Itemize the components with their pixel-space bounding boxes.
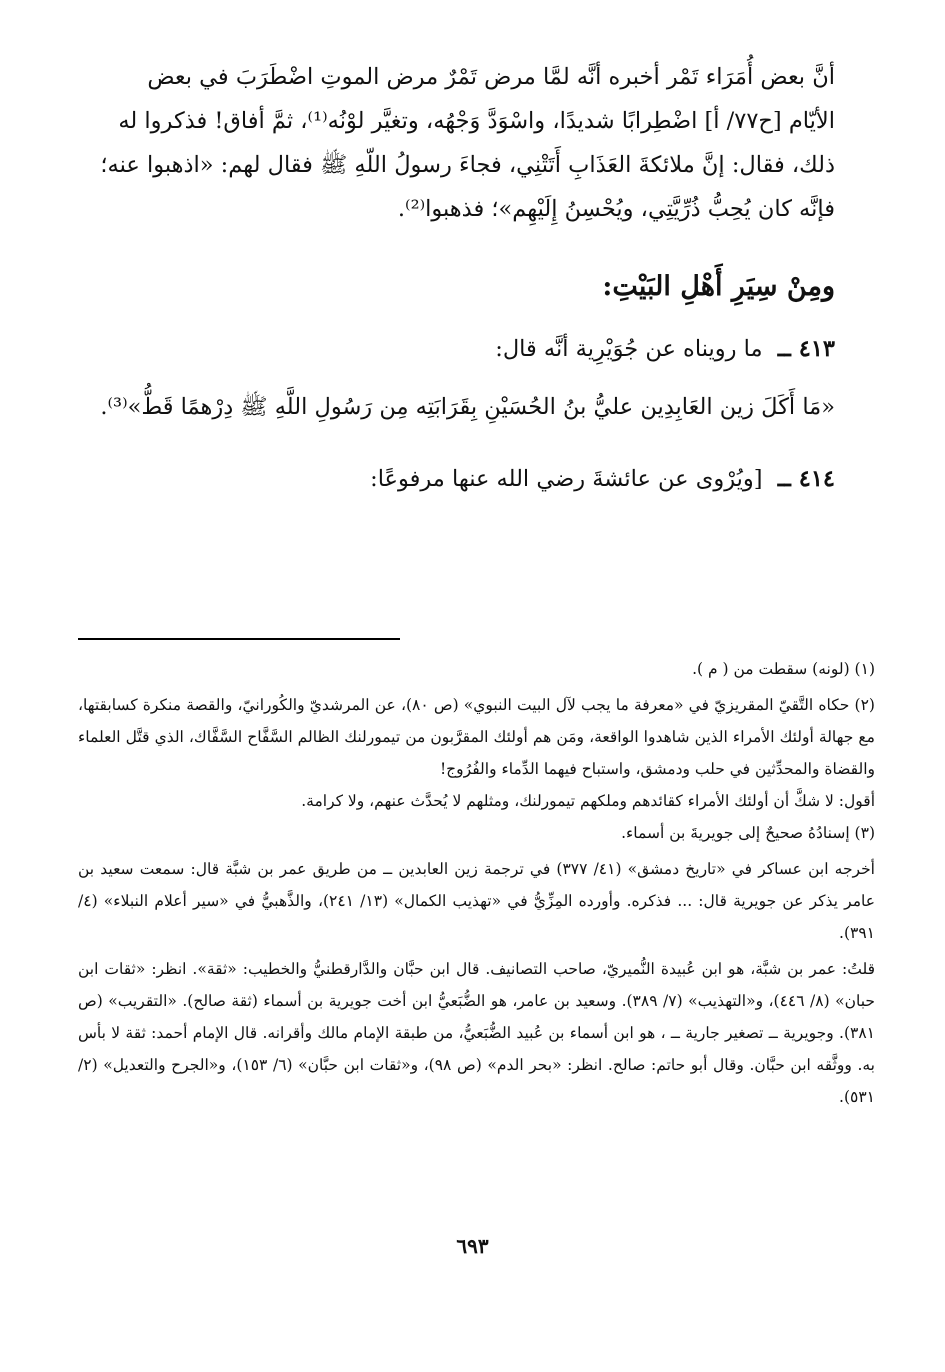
hadith-quote: «مَا أَكَلَ زين العَابِدِين عليُّ بنُ الحُسَيْنِ بِقَرَابَتِه مِن رَسُولِ اللَّهِ ﷺ دِرْهمًا قَطُّ»⁽³⁾.: [100, 394, 835, 420]
entry-number: ٤١٤ ــ: [777, 466, 835, 492]
footnote-3-takhrij: أخرجه ابن عساكر في «تاريخ دمشق» (٤١/ ٣٧٧) في ترجمة زين العابدين ــ من طريق عمر بن شبَّة قال: سمعت سعيد بن عامر يذكر عن جويرية قال: ... فذكره. وأورده المِزِّيُّ في «تهذيب الكمال» (١٣/ ٢٤١)، والذَّهبيُّ في «سير أعلام النبلاء» (٤/ ٣٩١).: [78, 860, 875, 942]
paragraph-line: ذلك، فقال: إنَّ ملائكةَ العَذَابِ أَتَتْنِي، فجاءَ رسولُ اللّهِ ﷺ فقال لهم: «اذهبوا عنه؛: [100, 152, 835, 178]
footnote-3: (٣) إسنادُهُ صحيحٌ إلى جويريةَ بن أسماء.: [621, 824, 875, 842]
footnote-2: (٢) حكاه التَّقيّ المقريزيّ في «معرفة ما يجب لآل البيت النبوي» (ص ٨٠)، عن المرشديّ والكُورانيّ، والقصة منكرة كسابقتها، مع جهالة أولئك الأمراء الذين شاهدوا الواقعة، ومَن هم أولئك المقرَّبون من تيمورلنك الظالم السَّفَّاح السَّفَّاك، الذي قتَّل العلماء والقضاة والمحدِّثين في حلب ودمشق، واستباح فيهما الدِّماء والفُرُوج!: [78, 696, 875, 778]
page-number: ٦٩٣: [456, 1234, 489, 1258]
entry-text: ما رويناه عن جُوَيْرِية أنَّه قال:: [495, 336, 763, 362]
entry-text: [ويُرْوى عن عائشةَ رضي الله عنها مرفوعًا:: [370, 466, 763, 492]
paragraph-line: أنَّ بعض أُمَرَاء تَمْر أخبره أنَّه لمَّا مرض تَمْرٌ مرض الموتِ اضْطَرَبَ في بعض: [147, 64, 835, 90]
paragraph-line: فإنَّه كان يُحِبُّ ذُرِّيَّتِي، ويُحْسِنُ إِلَيْهِم»؛ فذهبوا⁽²⁾.: [397, 196, 835, 222]
paragraph-line: الأيّام [ح٧٧/ أ] اضْطِرابًا شديدًا، واسْوَدَّ وَجْهُه، وتغيَّر لوْنُه⁽¹⁾، ثمَّ أفاق! فذكروا له: [118, 108, 835, 134]
entry-number: ٤١٣ ــ: [777, 336, 835, 362]
book-page: [78, 55, 875, 1372]
footnote-divider: [78, 638, 400, 640]
footnotes: [78, 653, 875, 1113]
footnote-2-note: أقول: لا شكَّ أن أولئك الأمراء كقائدهم وملكهم تيمورلنك، ومثلهم لا يُحدَّث عنهم، ولا كرامة.: [301, 792, 875, 810]
main-paragraph: [78, 55, 835, 231]
footnote-3-comment: قلتُ: عمر بن شبَّة، هو ابن عُبيدة النُّميريّ، صاحب التصانيف. قال ابن حبَّان والدَّارقطنيُّ والخطيب: «ثقة». انظر: «ثقات ابن حبان» (٨/ ٤٤٦)، و«التهذيب» (٧/ ٣٨٩). وسعيد بن عامر، هو الضُّبَعيُّ ابن أخت جويرية بن أسماء (ثقة صالح). «التقريب» (ص ٣٨١). وجويرية ــ تصغير جارية ــ ، هو ابن أسماء بن عُبيد الضُّبَعيُّ، من طبقة الإمام مالك وأقرانه. قال الإمام أحمد: ثقة لا بأس به. ووثَّقه ابن حبَّان. وقال أبو حاتم: صالح. انظر: «بحر الدم» (ص ٩٨)، و«ثقات ابن حبَّان» (٦/ ١٥٣)، و«الجرح والتعديل» (٢/ ٥٣١).: [78, 960, 875, 1106]
entry-414: [78, 457, 835, 501]
footnote-1: (١) (لونه) سقطت من ( م ).: [692, 660, 875, 678]
entry-413: [78, 327, 835, 371]
section-heading: ومِنْ سِيَرِ أَهْلِ البَيْتِ:: [602, 271, 835, 302]
